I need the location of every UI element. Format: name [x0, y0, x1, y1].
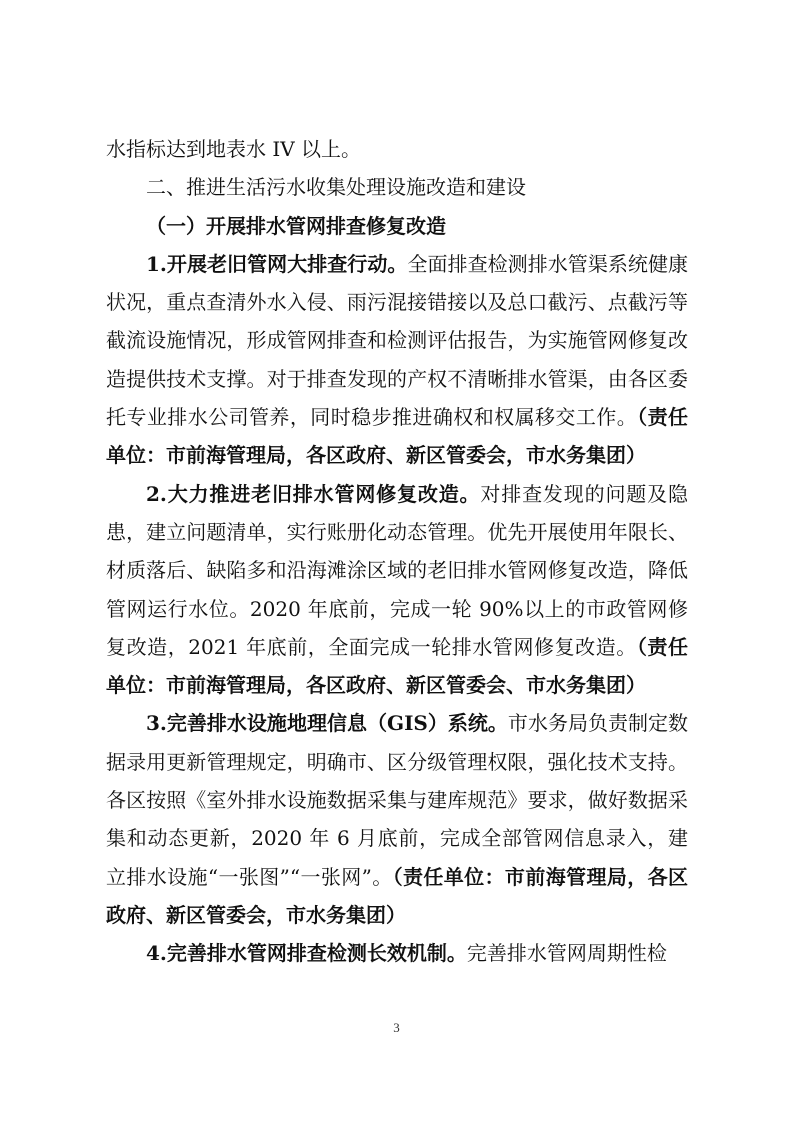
item-text: 市水务局负责制定数据录用更新管理规定，明确市、区分级管理权限，强化技术支持。各区按照《室外排水设施数据采集与建库规范》要求，做好数据采集和动态更新，2020 年 6 月底前，完成全部管网信息录入，建立排水设施“一张图”“一张网”。	[106, 711, 688, 889]
item-title: 1.开展老旧管网大排查行动。	[146, 251, 408, 276]
paragraph-item-4	[106, 934, 688, 972]
subsection-heading: （一）开展排水管网排查修复改造	[146, 213, 446, 238]
item-text: 对排查发现的问题及隐患，建立问题清单，实行账册化动态管理。优先开展使用年限长、材质落后、缺陷多和沿海滩涂区域的老旧排水管网修复改造，降低管网运行水位。2020 年底前，完成一轮 90%以上的市政管网修复改造，2021 年底前，全面完成一轮排水管网修复改造。	[106, 481, 688, 659]
item-responsibility: （责任单位：市前海管理局，各区政府、新区管委会，市水务集团）	[106, 864, 688, 927]
paragraph-item-2	[106, 475, 688, 705]
paragraph-item-3	[106, 704, 688, 934]
item-responsibility: （责任单位：市前海管理局，各区政府、新区管委会、市水务集团）	[106, 634, 688, 698]
item-title: 3.完善排水设施地理信息（GIS）系统。	[146, 711, 508, 736]
intro-continuation: 水指标达到地表水 IV 以上。	[106, 137, 362, 161]
page-number: 3	[393, 1020, 400, 1035]
item-text: 全面排查检测排水管渠系统健康状况，重点查清外水入侵、雨污混接错接以及总口截污、点截污等截流设施情况，形成管网排查和检测评估报告，为实施管网修复改造提供技术支撑。对于排查发现的产权不清晰排水管渠，由各区委托专业排水公司管养，同时稳步推进确权和权属移交工作。	[106, 251, 688, 430]
item-text: 完善排水管网周期性检	[466, 941, 667, 966]
section-heading: 二、推进生活污水收集处理设施改造和建设	[146, 175, 526, 200]
item-title: 4.完善排水管网排查检测长效机制。	[146, 941, 467, 966]
paragraph-item-1	[106, 245, 688, 475]
document-body	[106, 130, 688, 973]
item-responsibility: （责任单位：市前海管理局，各区政府、新区管委会，市水务集团）	[106, 405, 689, 468]
item-title: 2.大力推进老旧排水管网修复改造。	[146, 481, 481, 506]
